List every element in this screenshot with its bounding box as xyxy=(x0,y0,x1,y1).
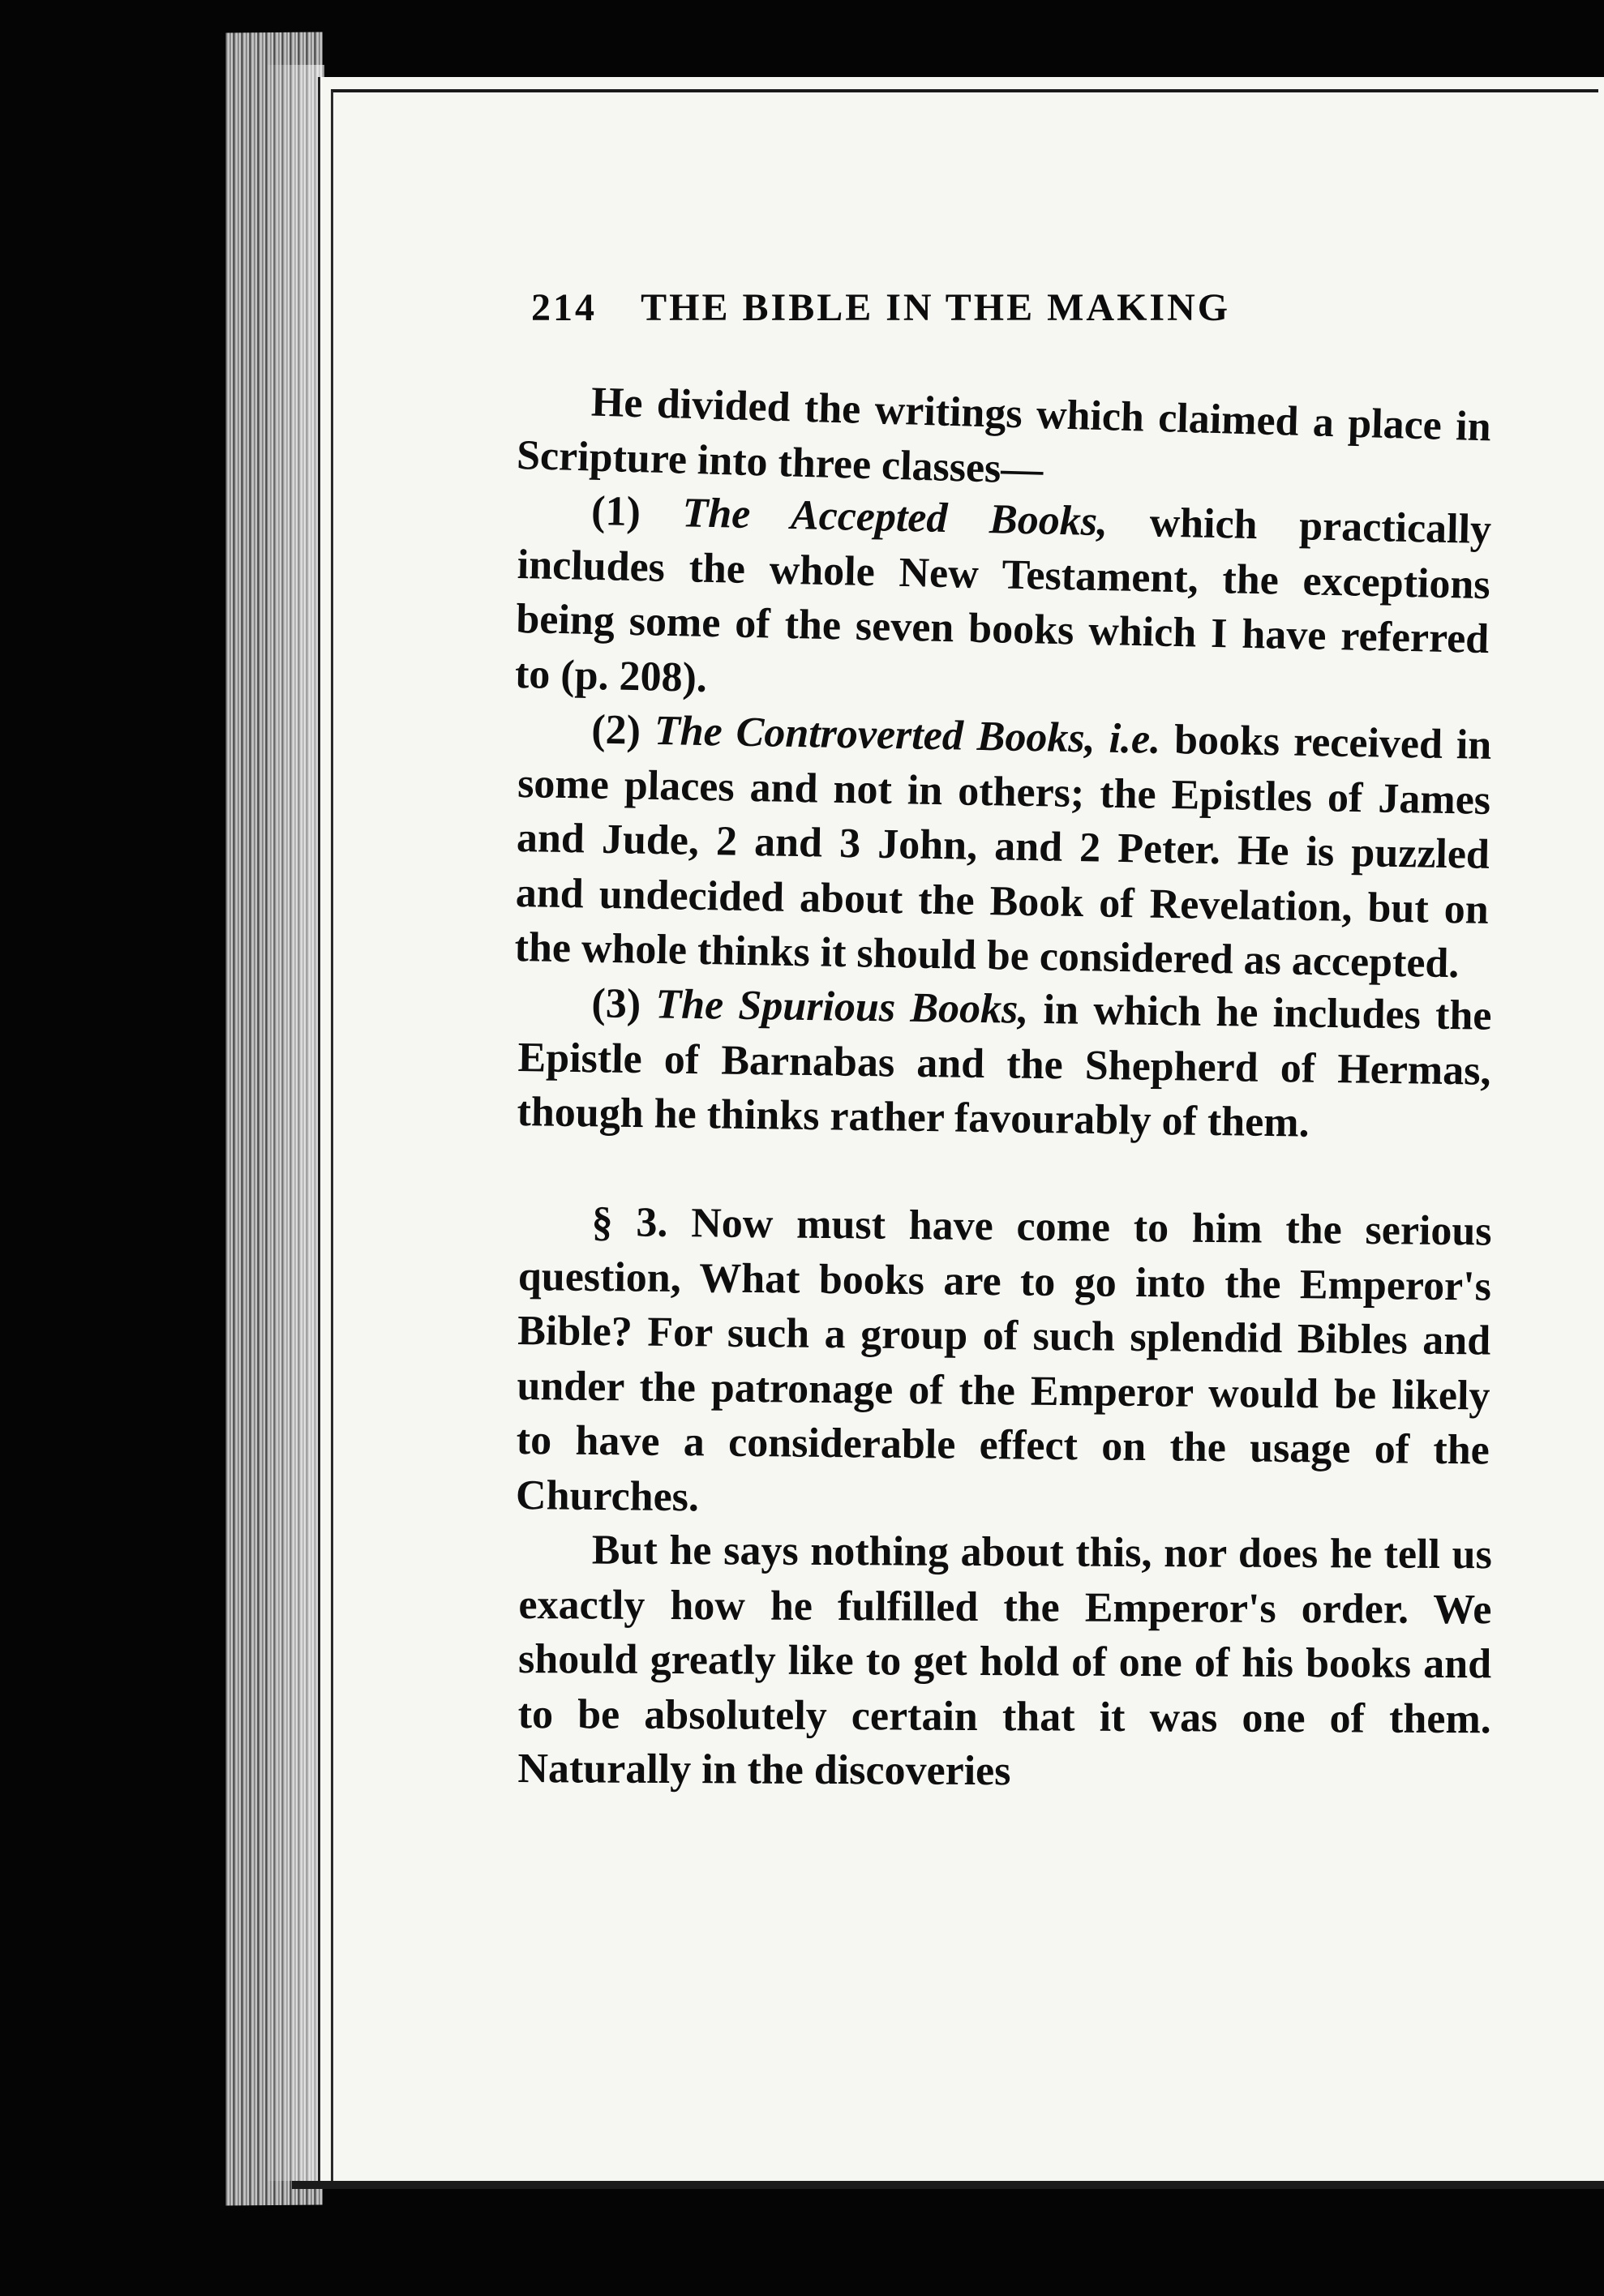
accepted-books-title: The Accepted Books, xyxy=(681,490,1109,546)
paragraph-accepted-books xyxy=(514,482,1491,722)
accepted-books-text: which practically includes the whole New Testament, the exceptions being some of the seven books which I have referred to (p. 208). xyxy=(514,499,1492,701)
spurious-books-text: in which he includes the Epistle of Barnabas and the Shepherd of Hermas, though he thinks rather favourably of them. xyxy=(517,986,1492,1146)
paragraph-spurious-books xyxy=(517,975,1492,1153)
page-body xyxy=(514,373,1492,1797)
controverted-books-title: The Controverted Books, i.e. xyxy=(654,707,1161,763)
book-page-edges-shade xyxy=(268,65,324,2181)
list-label: (2) xyxy=(590,706,655,754)
running-header xyxy=(531,285,1391,350)
page-bottom-edge xyxy=(292,2181,1604,2189)
paragraph-controverted-books xyxy=(514,701,1492,992)
paragraph-continuation: But he says nothing about this, nor does he tell us exactly how he fulfilled the Emperor's order. We should greatly like to get hold of one of his books and to be absolutely certain that it was one of them. Naturally in the discoveries xyxy=(517,1527,1492,1795)
list-label: (3) xyxy=(591,979,656,1027)
paragraph-section-3: § 3. Now must have come to him the serious question, What books are to go into the Emperor's Bible? For such a group of such splendid Bibles and under the patronage of the Emperor would be likely to have a considerable effect on the usage of the Churches. xyxy=(515,1198,1492,1520)
running-title: THE BIBLE IN THE MAKING xyxy=(641,286,1231,329)
page-number: 214 xyxy=(531,286,597,329)
spurious-books-title: The Spurious Books, xyxy=(655,980,1029,1033)
controverted-books-text: books received in some places and not in others; the Epistles of James and Jude, 2 and 3 John, and 2 Peter. He is puzzled and undecided about the Book of Revelation, but on the whole thinks it should be considered as accepted. xyxy=(514,716,1492,987)
paragraph-intro: He divided the writings which claimed a place in Scripture into three classes— xyxy=(516,379,1492,493)
list-label: (1) xyxy=(590,487,684,537)
